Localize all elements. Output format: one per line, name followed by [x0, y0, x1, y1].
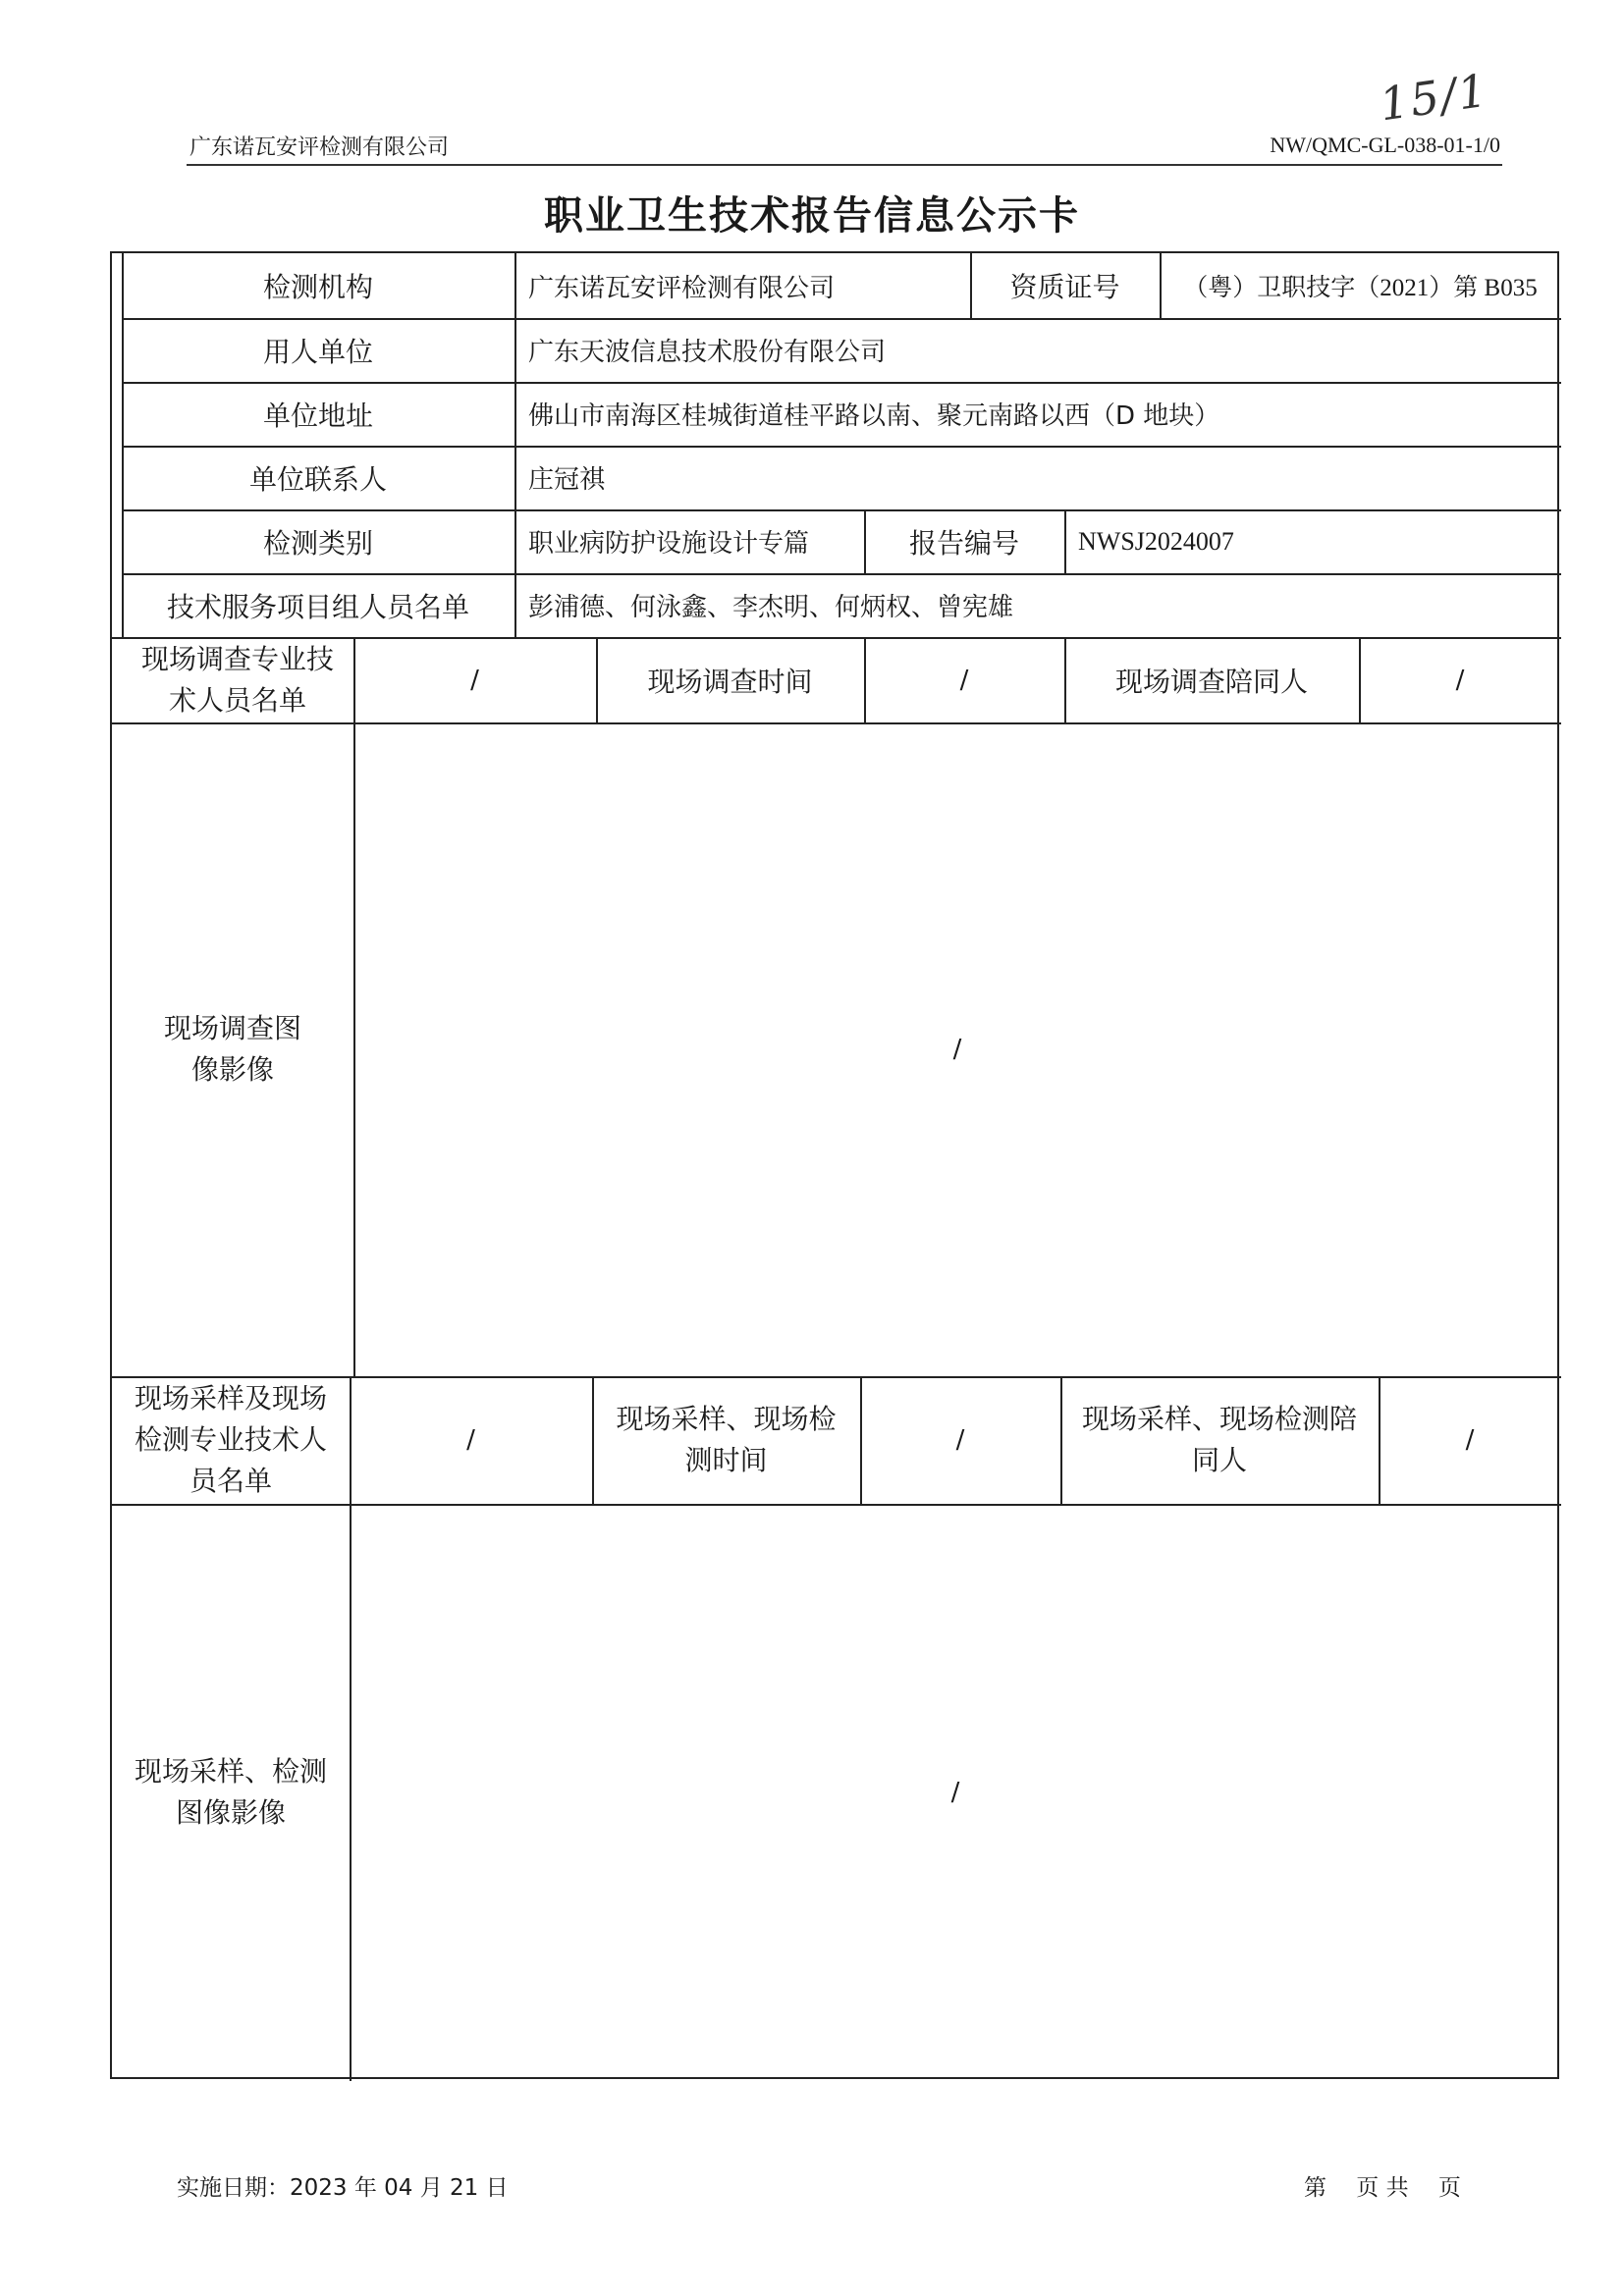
institution-value: 广东诺瓦安评检测有限公司 [528, 273, 836, 303]
cert-label: 资质证号 [1009, 271, 1120, 303]
footer-effective-date: 实施日期：2023 年 04 月 21 日 [177, 2175, 509, 2201]
contact-label: 单位联系人 [248, 462, 387, 496]
employer-label: 用人单位 [262, 335, 373, 368]
handwritten-page-mark: 15/1 [1376, 63, 1492, 132]
sampling-image-label: 现场采样、检测图像影像 [134, 1755, 327, 1829]
header-divider [187, 164, 1502, 166]
header-doc-code: NW/QMC-GL-038-01-1/0 [1270, 133, 1500, 157]
survey-time-label: 现场调查时间 [647, 665, 813, 698]
address-value: 佛山市南海区桂城街道桂平路以南、聚元南路以西（D 地块） [528, 401, 1220, 431]
survey-companion-label: 现场调查陪同人 [1114, 665, 1308, 698]
survey-image-value: / [952, 1035, 962, 1064]
footer-page-info: 第 页 共 页 [1304, 2175, 1461, 2201]
institution-label: 检测机构 [262, 271, 373, 303]
survey-time-value: / [959, 665, 969, 695]
report-no-value: NWSJ2024007 [1078, 526, 1234, 556]
category-value: 职业病防护设施设计专篇 [528, 529, 810, 559]
employer-value: 广东天波信息技术股份有限公司 [528, 338, 887, 367]
cert-value: （粤）卫职技字（2021）第 B035 [1183, 275, 1538, 301]
category-label: 检测类别 [262, 526, 373, 560]
page-title: 职业卫生技术报告信息公示卡 [544, 193, 1080, 239]
survey-image-label: 现场调查图像影像 [163, 1012, 301, 1086]
survey-staff-value: / [470, 665, 479, 695]
sampling-time-value: / [955, 1425, 965, 1455]
sampling-companion-value: / [1465, 1425, 1475, 1455]
survey-companion-value: / [1455, 665, 1465, 695]
info-table [110, 251, 1559, 2079]
sampling-staff-label: 现场采样及现场检测专业技术人员名单 [134, 1382, 327, 1497]
address-label: 单位地址 [262, 399, 373, 432]
report-no-label: 报告编号 [908, 526, 1019, 560]
sampling-staff-value: / [466, 1425, 475, 1455]
contact-value: 庄冠祺 [528, 465, 606, 495]
sampling-time-label: 现场采样、现场检测时间 [616, 1403, 837, 1476]
header-company: 广东诺瓦安评检测有限公司 [189, 135, 450, 160]
team-value: 彭浦德、何泳鑫、李杰明、何炳权、曾宪雄 [528, 593, 1014, 622]
sampling-image-value: / [950, 1778, 960, 1807]
survey-staff-label: 现场调查专业技术人员名单 [140, 642, 334, 717]
sampling-companion-label: 现场采样、现场检测陪同人 [1081, 1403, 1357, 1476]
team-label: 技术服务项目组人员名单 [166, 590, 469, 623]
